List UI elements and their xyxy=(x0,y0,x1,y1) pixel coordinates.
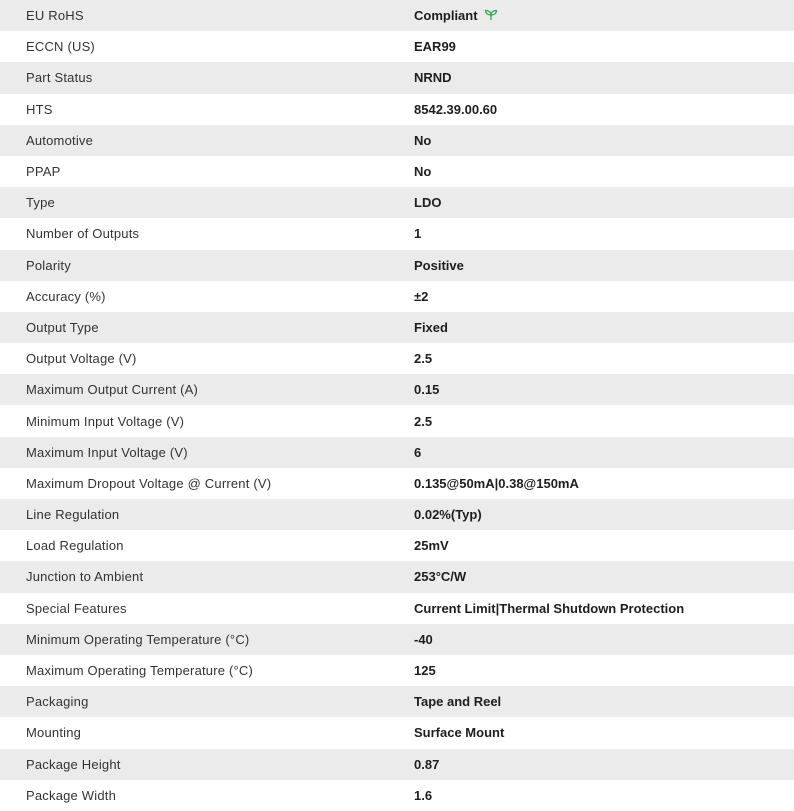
spec-value: 6 xyxy=(414,444,422,460)
spec-value: 0.02%(Typ) xyxy=(414,507,482,523)
spec-value: Positive xyxy=(414,257,464,273)
spec-value: No xyxy=(414,164,432,180)
spec-value: Fixed xyxy=(414,319,448,335)
spec-row-accuracy xyxy=(0,281,794,312)
spec-value: 253°C/W xyxy=(414,569,467,585)
spec-row-max-operating-temp xyxy=(0,655,794,686)
spec-label: Package Height xyxy=(26,756,121,772)
spec-row-eu-rohs xyxy=(0,0,794,31)
spec-row-number-of-outputs xyxy=(0,218,794,249)
spec-label: Minimum Input Voltage (V) xyxy=(26,413,185,429)
spec-label: Maximum Dropout Voltage @ Current (V) xyxy=(26,475,272,491)
spec-value: Surface Mount xyxy=(414,725,505,741)
spec-label: HTS xyxy=(26,101,53,117)
spec-label: Maximum Operating Temperature (°C) xyxy=(26,663,254,679)
spec-value: No xyxy=(414,132,432,148)
spec-label: Packaging xyxy=(26,694,89,710)
spec-row-max-dropout-voltage xyxy=(0,468,794,499)
spec-row-load-regulation xyxy=(0,530,794,561)
spec-label: Output Type xyxy=(26,319,99,335)
leaf-icon xyxy=(484,9,498,21)
spec-row-part-status xyxy=(0,62,794,93)
spec-label: Package Width xyxy=(26,787,117,803)
spec-value: 2.5 xyxy=(414,351,433,367)
spec-label: EU RoHS xyxy=(26,8,84,24)
spec-label: Part Status xyxy=(26,70,93,86)
spec-label: Accuracy (%) xyxy=(26,288,106,304)
spec-label: Junction to Ambient xyxy=(26,569,144,585)
spec-label: Mounting xyxy=(26,725,82,741)
spec-value: 8542.39.00.60 xyxy=(414,101,498,117)
spec-label: ECCN (US) xyxy=(26,39,95,55)
spec-value: 1.6 xyxy=(414,787,433,803)
spec-value-cell xyxy=(414,0,794,31)
spec-row-max-output-current xyxy=(0,374,794,405)
spec-row-ppap xyxy=(0,156,794,187)
spec-label: PPAP xyxy=(26,164,61,180)
spec-label: Output Voltage (V) xyxy=(26,351,137,367)
spec-label: Polarity xyxy=(26,257,71,273)
spec-value: -40 xyxy=(414,631,433,647)
spec-value: LDO xyxy=(414,195,442,211)
spec-label: Line Regulation xyxy=(26,507,120,523)
spec-value: EAR99 xyxy=(414,39,456,55)
spec-row-polarity xyxy=(0,250,794,281)
spec-label: Type xyxy=(26,195,55,211)
spec-value: 2.5 xyxy=(414,413,433,429)
spec-row-special-features xyxy=(0,593,794,624)
spec-row-junction-to-ambient xyxy=(0,561,794,592)
spec-label: Minimum Operating Temperature (°C) xyxy=(26,631,250,647)
spec-label: Load Regulation xyxy=(26,538,124,554)
spec-value: 0.15 xyxy=(414,382,440,398)
spec-label: Special Features xyxy=(26,600,127,616)
spec-value: ±2 xyxy=(414,288,429,304)
spec-label: Maximum Input Voltage (V) xyxy=(26,444,188,460)
spec-row-packaging xyxy=(0,686,794,717)
spec-value: NRND xyxy=(414,70,452,86)
spec-row-output-voltage xyxy=(0,343,794,374)
spec-row-package-width xyxy=(0,780,794,811)
spec-row-type xyxy=(0,187,794,218)
spec-value: Current Limit|Thermal Shutdown Protection xyxy=(414,600,685,616)
spec-value: Compliant xyxy=(414,8,478,24)
spec-row-min-operating-temp xyxy=(0,624,794,655)
spec-value: 0.135@50mA|0.38@150mA xyxy=(414,475,579,491)
spec-row-line-regulation xyxy=(0,499,794,530)
spec-label: Maximum Output Current (A) xyxy=(26,382,199,398)
spec-label: Number of Outputs xyxy=(26,226,140,242)
spec-row-hts xyxy=(0,94,794,125)
spec-row-automotive xyxy=(0,125,794,156)
spec-value: 25mV xyxy=(414,538,449,554)
spec-value: 1 xyxy=(414,226,422,242)
spec-value: Tape and Reel xyxy=(414,694,502,710)
spec-row-output-type xyxy=(0,312,794,343)
spec-row-max-input-voltage xyxy=(0,437,794,468)
spec-row-package-height xyxy=(0,749,794,780)
spec-row-eccn xyxy=(0,31,794,62)
spec-label: Automotive xyxy=(26,132,94,148)
spec-row-min-input-voltage xyxy=(0,405,794,436)
spec-row-mounting xyxy=(0,717,794,748)
spec-value: 125 xyxy=(414,663,436,679)
spec-value: 0.87 xyxy=(414,756,440,772)
